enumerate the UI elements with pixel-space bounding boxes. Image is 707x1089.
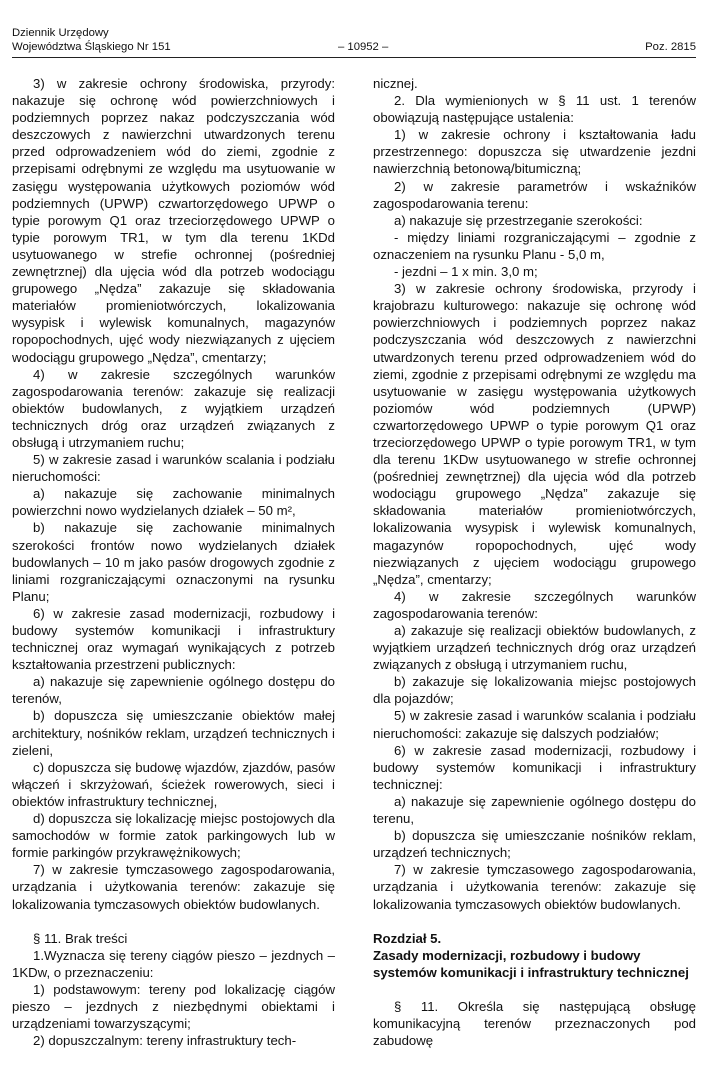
section-heading: § 11. Brak treści — [33, 930, 128, 946]
paragraph: c) dopuszcza się budowę wjazdów, zjazdów, pasów włączeń i skrzyżowań, ścieżek rowerowych, sieci i obiektów infrastruktury technicznej, — [12, 759, 335, 809]
left-column — [12, 75, 335, 1049]
journal-title — [12, 26, 171, 54]
paragraph: 7) w zakresie tymczasowego zagospodarowania, urządzania i użytkowania terenów: zakazuje się lokalizowania tymczasowych obiektów budowlanych. — [373, 862, 696, 912]
paragraph: b) nakazuje się zachowanie minimalnych szerokości frontów nowo wydzielanych działek budowlanych – 10 m jako pasów drogowych zgodnie z liniami rozgraniczającymi oznaczonymi na rysunku Planu; — [12, 520, 335, 604]
paragraph: a) zakazuje się realizacji obiektów budowlanych, z wyjątkiem urządzeń technicznych dróg oraz urządzeń związanych z obsługą i utrzymaniem ruchu, — [373, 623, 696, 673]
paragraph: 1) w zakresie ochrony i kształtowania ładu przestrzennego: dopuszcza się utwardzenie jezdni nawierzchnią betonową/bitumiczną; — [373, 127, 696, 177]
paragraph: b) zakazuje się lokalizowania miejsc postojowych dla pojazdów; — [373, 674, 696, 707]
journal-voivodeship: Województwa Śląskiego Nr 151 — [12, 41, 171, 53]
paragraph: § 11. Określa się następującą obsługę komunikacyjną terenów przeznaczonych pod zabudowę — [373, 998, 696, 1049]
paragraph: 2) dopuszczalnym: tereny infrastruktury tech- — [33, 1033, 297, 1049]
paragraph: 1) podstawowym: tereny pod lokalizację ciągów pieszo – jezdnych z niezbędnymi obiektami i urządzeniami towarzyszącymi; — [12, 981, 335, 1032]
position-number: Poz. 2815 — [645, 41, 696, 53]
paragraph: a) nakazuje się zapewnienie ogólnego dostępu do terenu, — [373, 793, 696, 827]
paragraph: - między liniami rozgraniczającymi – zgodnie z oznaczeniem na rysunku Planu - 5,0 m, — [373, 229, 696, 262]
paragraph: a) nakazuje się zapewnienie ogólnego dostępu do terenów, — [12, 674, 335, 707]
paragraph: - jezdni – 1 x min. 3,0 m; — [394, 264, 538, 280]
paragraph: 2. Dla wymienionych w § 11 ust. 1 terenów obowiązują następujące ustalenia: — [373, 93, 696, 126]
paragraph: 3) w zakresie ochrony środowiska, przyrody: nakazuje się ochronę wód powierzchniowych i podziemnych poprzez nakaz podczyszczania wód deszczowych z nawierzchni utwardzonych terenu przed odprowadzeniem wód do ziemi, zgodnie z przepisami odrębnymi ze względu ma usytuowanie w zasięgu występowania użytkowych poziomów wód podziemnych (UPWP) czwartorzędowego UPWP o typie porowym Q1 oraz trzeciorzędowego UPWP o typie porowym TR1, w tym dla terenu 1KDd usytuowanego w strefie ochronnej (pośredniej zewnętrznej) dla ujęcia wód dla potrzeb wodociągu grupowego „Nędza” zakazuje się składowania materiałów promieniotwórczych, lokalizowania wysypisk i wylewisk komunalnych, magazynów ropopochodnych, ujęć wody niezwiązanych z ujęciem wodociągu grupowego „Nędza”, cmentarzy; — [12, 76, 335, 365]
paragraph: a) nakazuje się przestrzeganie szerokości: — [394, 212, 643, 228]
page-number: – 10952 – — [338, 41, 389, 53]
paragraph: 6) w zakresie zasad modernizacji, rozbudowy i budowy systemów komunikacji i infrastruktury technicznej: — [373, 742, 696, 792]
paragraph: nicznej. — [373, 76, 418, 91]
paragraph: a) nakazuje się zachowanie minimalnych powierzchni nowo wydzielanych działek – 50 m², — [12, 486, 335, 519]
paragraph: d) dopuszcza się lokalizację miejsc postojowych dla samochodów w formie zatok parkingowych lub w formie parkingów przykrawężnikowych; — [12, 811, 335, 861]
right-column — [373, 75, 696, 1049]
paragraph: b) dopuszcza się umieszczanie nośników reklam, urządzeń technicznych; — [373, 828, 696, 861]
paragraph: 4) w zakresie szczególnych warunków zagospodarowania terenów: zakazuje się realizacji obiektów budowlanych, z wyjątkiem urządzeń technicznych dróg oraz urządzeń związanych z obsługą i utrzymaniem ruchu; — [12, 366, 335, 450]
paragraph: 1.Wyznacza się tereny ciągów pieszo – jezdnych – 1KDw, o przeznaczeniu: — [12, 947, 335, 980]
paragraph: 3) w zakresie ochrony środowiska, przyrody i krajobrazu kulturowego: nakazuje się ochronę wód powierzchniowych i podziemnych poprzez nakaz podczyszczania wód deszczowych z nawierzchni utwardzonych terenu przed odprowadzeniem wód do ziemi, zgodnie z przepisami odrębnymi ze względu ma usytuowanie w zasięgu występowania użytkowych poziomów wód podziemnych (UPWP) czwartorzędowego UPWP o typie porowym Q1 oraz trzeciorzędowego UPWP o typie porowym TR1, w tym dla terenu 1KDw usytuowanego w strefie ochronnej (pośredniej zewnętrznej) dla ujęcia wód dla potrzeb wodociągu grupowego „Nędza” zakazuje się składowania materiałów promieniotwórczych, lokalizowania wysypisk i wylewisk komunalnych, magazynów ropopochodnych, ujęć wody niezwiązanych z ujęciem wodociągu grupowego „Nędza”, cmentarzy; — [373, 281, 696, 587]
paragraph: 7) w zakresie tymczasowego zagospodarowania, urządzania i użytkowania terenów: zakazuje się lokalizowania tymczasowych obiektów budowlanych. — [12, 862, 335, 912]
paragraph: 6) w zakresie zasad modernizacji, rozbudowy i budowy systemów komunikacji i infrastruktury technicznej oraz wymagań wynikających z potrzeb kształtowania przestrzeni publicznych: — [12, 605, 335, 673]
header-rule — [12, 57, 696, 58]
paragraph: b) dopuszcza się umieszczanie obiektów małej architektury, nośników reklam, urządzeń technicznych i zieleni, — [12, 708, 335, 758]
paragraph: 4) w zakresie szczególnych warunków zagospodarowania terenów: — [373, 588, 696, 621]
paragraph: 5) w zakresie zasad i warunków scalania i podziału nieruchomości: — [12, 452, 335, 485]
paragraph: 2) w zakresie parametrów i wskaźników zagospodarowania terenu: — [373, 178, 696, 211]
journal-name: Dziennik Urzędowy — [12, 27, 109, 39]
chapter-number: Rozdział 5. — [373, 930, 442, 946]
page-header — [12, 26, 696, 56]
paragraph: 5) w zakresie zasad i warunków scalania i podziału nieruchomości: zakazuje się dalszych podziałów; — [373, 708, 696, 741]
chapter-title: Zasady modernizacji, rozbudowy i budowy systemów komunikacji i infrastruktury technicznej — [373, 947, 689, 980]
